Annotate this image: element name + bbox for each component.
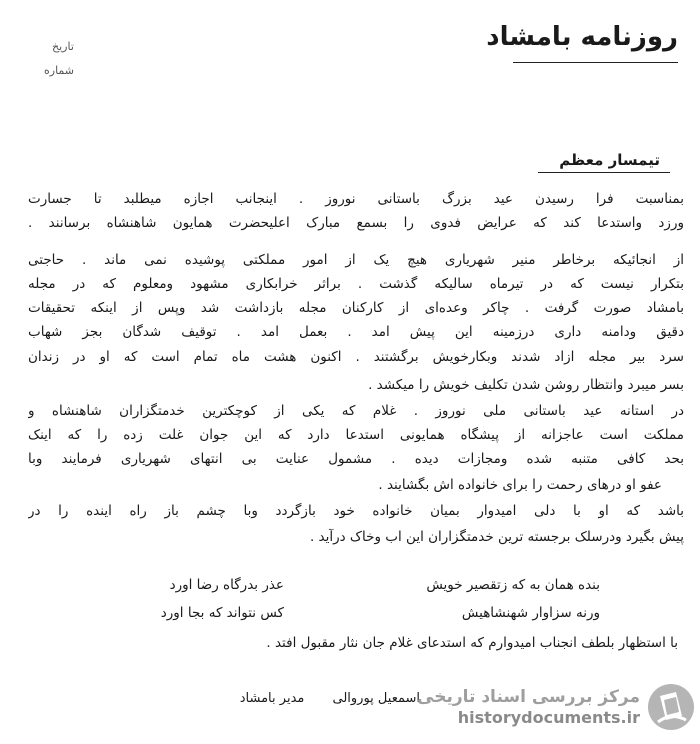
salutation-underline	[538, 172, 670, 173]
body-line: سرد بیر مجله ازاد شدند وبکارخویش برگشتند . اکنون هشت ماه تمام است که او در زندان	[28, 349, 684, 365]
body-line: دقیق ودامنه داری درزمینه این پیش امد . بعمل امد . توقیف شدگان بجز شهاب	[28, 324, 684, 340]
body-line: بمناسبت فرا رسیدن عید بزرگ باستانی نوروز . اینجانب اجازه میطلبد تا جسارت	[28, 191, 684, 207]
archive-logo-icon	[646, 682, 696, 732]
number-label: شماره	[44, 64, 75, 77]
signer-name: اسمعیل پوروالی	[332, 691, 420, 706]
poem-hemistich-left: کس نتواند که بجا اورد	[160, 605, 284, 621]
poem-hemistich-left: عذر بدرگاه رضا اورد	[169, 577, 284, 593]
watermark-text	[417, 686, 640, 728]
body-line: در استانه عید باستانی ملی نوروز . غلام که یکی از کوچکترین خدمتگزاران شاهنشاه و	[28, 403, 684, 419]
poem-hemistich-right: ورنه سزاوار شهنشاهیش	[461, 605, 600, 621]
masthead-underline	[513, 62, 678, 63]
poem-verse	[0, 574, 700, 596]
signature-block	[60, 688, 420, 710]
salutation: تیمسار معظم	[559, 151, 660, 169]
watermark-title: مرکز بررسی اسناد تاریخی	[417, 687, 640, 707]
body-line: پیش بگیرد ودرسلک برجسته ترین خدمتگزاران این اب وخاک درآید .	[309, 529, 684, 545]
body-line: عفو او درهای رحمت را برای خانواده اش بگشایند .	[378, 477, 662, 493]
body-line: بسر میبرد وانتظار روشن شدن تکلیف خویش را میکشد .	[368, 377, 684, 393]
body-line: ورزد واستدعا کند که عرایض فدوی را بسمع مبارک اعلیحضرت همایون شاهنشاه برسانند .	[28, 215, 684, 231]
body-line: مملکت است عاجزانه از پیشگاه همایونی استدعا دارد که این جوان غلت زده را که اینک	[28, 427, 684, 443]
poem-verse	[0, 602, 700, 624]
body-line: باشد که او با دلی امیدوار بمیان خانواده خود بازگردد وبا چشم باز راه اینده را در	[28, 503, 684, 519]
body-line: بتکرار نیست که در تیرماه سالیکه گذشت . براثر خرابکاری مشهود ومعلوم که در مجله	[28, 276, 684, 292]
body-line: بامشاد صورت گرفت . چاکر وعده‌ای از کارکنان مجله بازداشت شد وپس از اینکه تحقیقات	[28, 300, 684, 316]
closing-line: با استظهار بلطف انجناب امیدوارم که استدعای غلام جان نثار مقبول افتد .	[266, 635, 678, 651]
body-line: بحد کافی متنبه شده ومجازات دیده . مشمول عنایت بی انتهای شهریاری فرمایند وبا	[28, 451, 684, 467]
archive-watermark	[396, 680, 696, 734]
watermark-url: historydocuments.ir	[457, 708, 640, 727]
body-line: از انجائیکه برخاطر منیر شهریاری هیچ یک از امور مملکتی پوشیده نمی ماند . حاجتی	[28, 252, 684, 268]
newspaper-masthead: روزنامه بامشاد	[486, 22, 678, 52]
signer-role: مدیر بامشاد	[239, 691, 305, 706]
date-label: تاریخ	[52, 40, 74, 53]
poem-hemistich-right: بنده همان به که زتقصیر خویش	[426, 577, 600, 593]
